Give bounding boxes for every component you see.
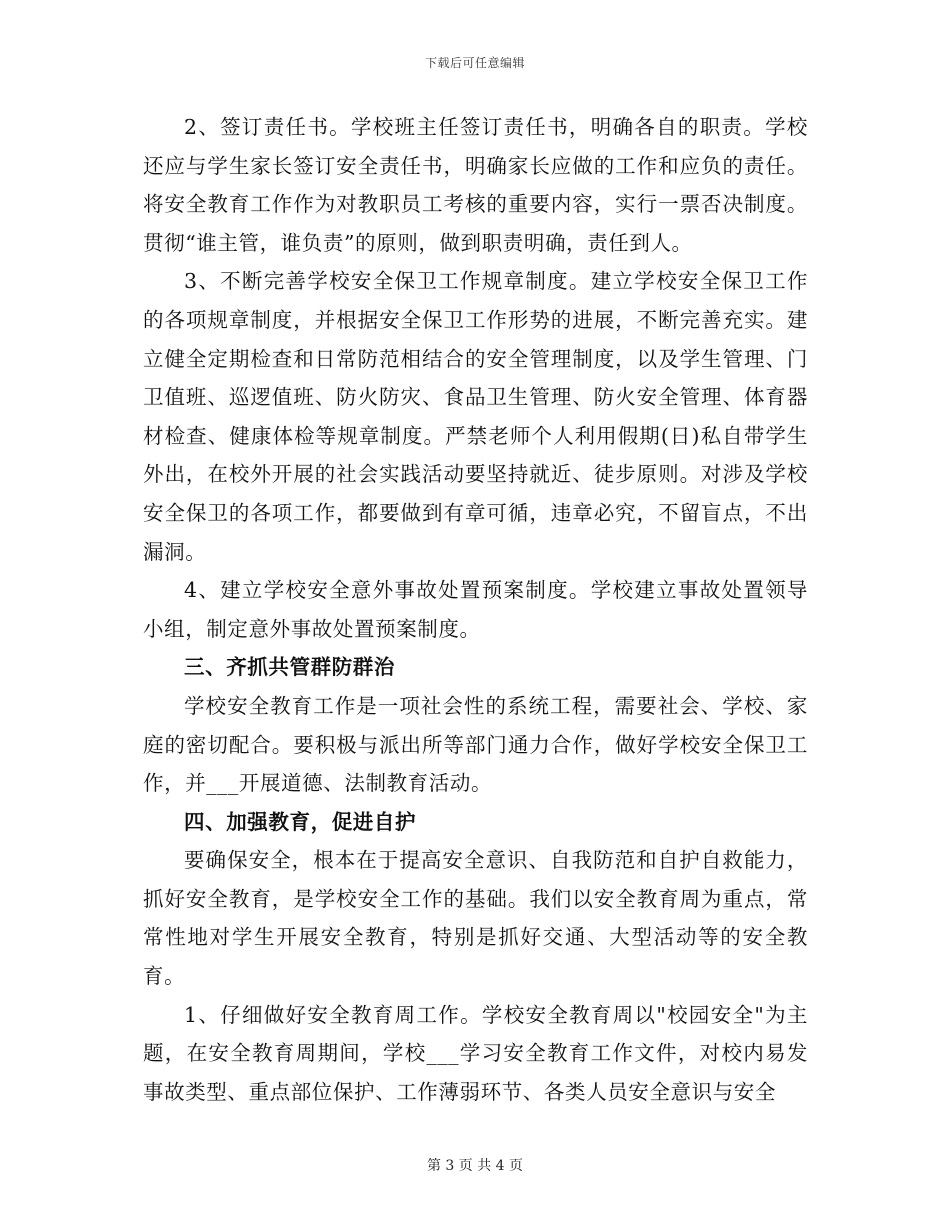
page-header: 下载后可任意编辑	[424, 56, 525, 70]
paragraph-safety-week: 1、仔细做好安全教育周工作。学校安全教育周以"校园安全"为主题，在安全教育周期间，学校___学习安全教育工作文件，对校内易发事故类型、重点部位保护、工作薄弱环节、各类人员安全意识与安全	[143, 1002, 808, 1104]
paragraph-responsibility: 2、签订责任书。学校班主任签订责任书，明确各自的职责。学校还应与学生家长签订安全责任书，明确家长应做的工作和应负的责任。将安全教育工作作为对教职员工考核的重要内容，实行一票否决制度。贯彻“谁主管，谁负责”的原则，做到职责明确，责任到人。	[143, 115, 808, 255]
paragraph-cooperation: 学校安全教育工作是一项社会性的系统工程，需要社会、学校、家庭的密切配合。要积极与派出所等部门通力合作，做好学校安全保卫工作，并___开展道德、法制教育活动。	[143, 693, 808, 796]
page-footer: 第 3 页 共 4 页	[426, 1158, 524, 1174]
paragraph-education: 要确保安全，根本在于提高安全意识、自我防范和自护自救能力，抓好安全教育，是学校安全工作的基础。我们以安全教育周为重点，常常性地对学生开展安全教育，特别是抓好交通、大型活动等的安全教育。	[143, 848, 808, 989]
document-body	[143, 108, 808, 1111]
paragraph-emergency-plan: 4、建立学校安全意外事故处置预案制度。学校建立事故处置领导小组，制定意外事故处置预案制度。	[143, 578, 808, 641]
paragraph-regulations: 3、不断完善学校安全保卫工作规章制度。建立学校安全保卫工作的各项规章制度，并根据安全保卫工作形势的进展，不断完善充实。建立健全定期检查和日常防范相结合的安全管理制度，以及学生管理、门卫值班、巡逻值班、防火防灾、食品卫生管理、防火安全管理、体育器材检查、健康体检等规章制度。严禁老师个人利用假期(日)私自带学生外出，在校外开展的社会实践活动要坚持就近、徒步原则。对涉及学校安全保卫的各项工作，都要做到有章可循，违章必究，不留盲点，不出漏洞。	[143, 269, 808, 564]
section-heading-4: 四、加强教育，促进自护	[184, 809, 417, 834]
section-heading-3: 三、齐抓共管群防群治	[184, 655, 395, 680]
